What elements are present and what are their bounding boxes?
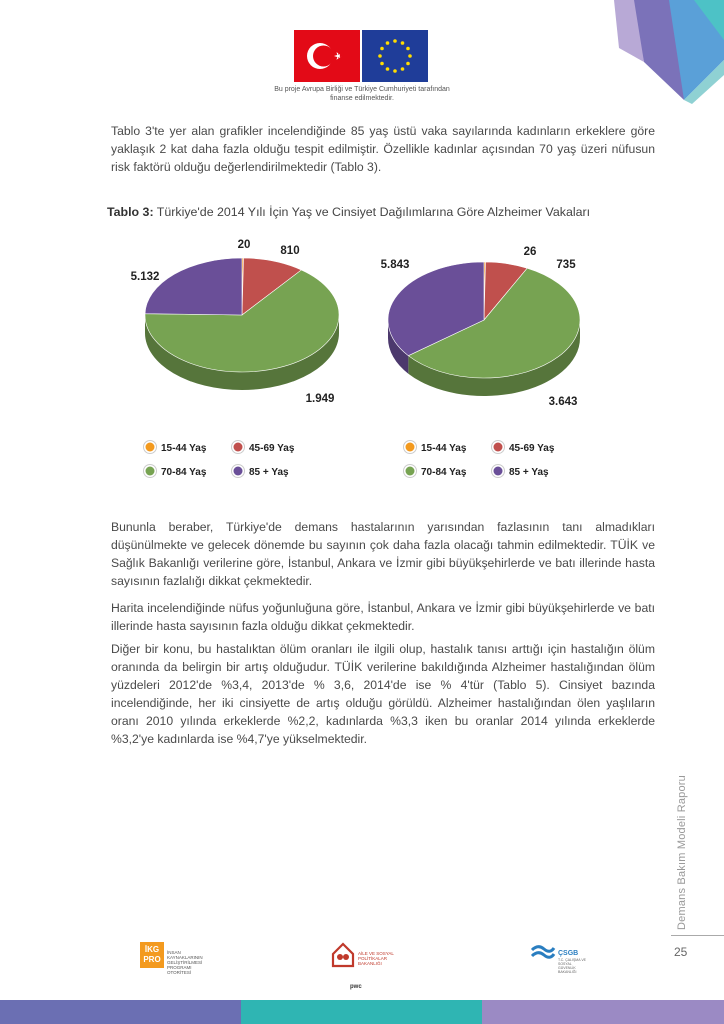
page-number: 25 bbox=[674, 945, 688, 959]
legend-marker bbox=[406, 467, 415, 476]
paragraph-3: Diğer bir konu, bu hastalıktan ölüm oranları ile ilgili olup, hastalık tanısı arttığı için hastalığın ölüm oranında da belirgin bir artış olduğudur. TÜİK verilerine bakıldığında Alzheimer hastalığından ölüm yüzdeleri 2012'de %3,4, 2013'de % 3,6, 2014'de ise % 4'tür (Tablo 5). Cinsiyet bazında incelendiğinde, her iki cinsiyette de artış olduğu görüldü. Alzheimer hastalığından ölen yaşlıların oranı 2010 yılında erkeklerde %2,2, kadınlarda %3,3 iken bu oranlar 2014 yılında erkeklerde %3,2'ye kadınlarda ise %4,7'ye yükselmektedir. bbox=[111, 642, 655, 746]
pie-value-label: 810 bbox=[280, 245, 300, 257]
eu-star-icon bbox=[393, 39, 397, 43]
legend-label: 70-84 Yaş bbox=[161, 467, 207, 478]
corner-decoration bbox=[614, 0, 724, 110]
paragraph-2: Harita incelendiğinde nüfus yoğunluğuna göre, İstanbul, Ankara ve İzmir gibi büyükşehirlerde ve batı illerinde hasta sayısının fazla olduğu dikkat çekmektedir. bbox=[111, 601, 655, 633]
legend-marker bbox=[146, 443, 155, 452]
pie-value-label: 5.132 bbox=[130, 271, 160, 283]
page-number-rule bbox=[671, 935, 724, 936]
report-title-vertical: Demans Bakım Modeli Raporu bbox=[676, 775, 688, 930]
bottom-bar-segment bbox=[482, 1000, 724, 1024]
legend-marker bbox=[146, 467, 155, 476]
legend-label: 85 + Yaş bbox=[509, 467, 549, 478]
intro-paragraph: Tablo 3'te yer alan grafikler incelendiğinde 85 yaş üstü vaka sayılarında kadınların erkeklere göre yaklaşık 2 kat daha fazla olduğu tespit edilmiştir. Özellikle kadınlar açısından 70 yaş üzeri nüfusun risk faktörü olduğu değerlendirilmektedir (Tablo 3). bbox=[111, 124, 655, 174]
csgb-subtext: T.C. ÇALIŞMA VE SOSYAL GÜVENLİK BAKANLIĞI bbox=[558, 958, 587, 974]
table-label: Tablo 3: bbox=[107, 205, 154, 219]
legend-label: 45-69 Yaş bbox=[509, 443, 555, 454]
pie-value-label: 26 bbox=[523, 246, 537, 258]
eu-star-icon bbox=[378, 54, 382, 58]
legend-label: 45-69 Yaş bbox=[249, 443, 295, 454]
pie-chart-left bbox=[131, 239, 339, 478]
funding-caption: Bu proje Avrupa Birliği ve Türkiye Cumhuriyeti tarafından finanse edilmektedir. bbox=[274, 86, 450, 102]
pie-slice-85-ya- bbox=[145, 258, 242, 315]
eu-star-icon bbox=[401, 41, 405, 45]
eu-flag-icon bbox=[362, 30, 428, 82]
eu-star-icon bbox=[393, 69, 397, 73]
csgb-logo-icon bbox=[530, 944, 556, 962]
table-caption: Türkiye'de 2014 Yılı İçin Yaş ve Cinsiyet Dağılımlarına Göre Alzheimer Vakaları bbox=[153, 205, 591, 219]
bottom-color-bar bbox=[0, 1000, 724, 1024]
legend-marker bbox=[234, 443, 243, 452]
pwc-logo: pwc bbox=[350, 984, 362, 990]
legend-label: 15-44 Yaş bbox=[161, 443, 207, 454]
header-flags bbox=[294, 30, 430, 82]
pie-charts bbox=[0, 230, 724, 500]
bottom-bar-segment bbox=[241, 1000, 482, 1024]
legend-marker bbox=[406, 443, 415, 452]
eu-star-icon bbox=[408, 54, 412, 58]
pie-chart-right bbox=[381, 246, 580, 478]
pie-value-label: 20 bbox=[237, 239, 251, 251]
eu-star-icon bbox=[406, 47, 410, 51]
paragraph-1: Bununla beraber, Türkiye'de demans hastalarının yarısından fazlasının tanı almadıkları düşünülmekte ve gelecek dönemde bu sayının çok daha fazla olacağı tahmin edilmektedir. TÜİK ve Sağlık Bakanlığı verilerine göre, İstanbul, Ankara ve İzmir gibi büyükşehirlerde ve batı illerinde hasta sayısının fazlalığı dikkat çekmektedir. bbox=[111, 520, 655, 588]
eu-star-icon bbox=[401, 67, 405, 71]
pie-value-label: 3.643 bbox=[548, 396, 578, 408]
legend-label: 15-44 Yaş bbox=[421, 443, 467, 454]
aile-bakanligi-logo-icon bbox=[330, 940, 356, 970]
pie-value-label: 735 bbox=[556, 259, 576, 271]
ikg-pro-logo: İKG PRO bbox=[140, 942, 164, 968]
eu-star-icon bbox=[380, 62, 384, 66]
legend-marker bbox=[494, 467, 503, 476]
aile-bakanligi-text: AİLE VE SOSYAL POLİTİKALAR BAKANLIĞI bbox=[358, 951, 394, 966]
pie-value-label: 1.949 bbox=[305, 393, 335, 405]
ikg-pro-text: İNSAN KAYNAKLARININ GELİŞTİRİLMESİ PROGRAMI OTORİTESİ bbox=[167, 950, 203, 975]
table-title bbox=[107, 205, 590, 219]
turkey-flag-icon bbox=[294, 30, 360, 82]
eu-star-icon bbox=[380, 47, 384, 51]
legend-label: 85 + Yaş bbox=[249, 467, 289, 478]
csgb-logo-text: ÇSGB bbox=[558, 950, 579, 957]
eu-star-icon bbox=[386, 67, 390, 71]
legend-marker bbox=[234, 467, 243, 476]
bottom-bar-segment bbox=[0, 1000, 241, 1024]
pie-value-label: 5.843 bbox=[380, 259, 410, 271]
legend-marker bbox=[494, 443, 503, 452]
eu-star-icon bbox=[406, 62, 410, 66]
legend-label: 70-84 Yaş bbox=[421, 467, 467, 478]
eu-star-icon bbox=[386, 41, 390, 45]
